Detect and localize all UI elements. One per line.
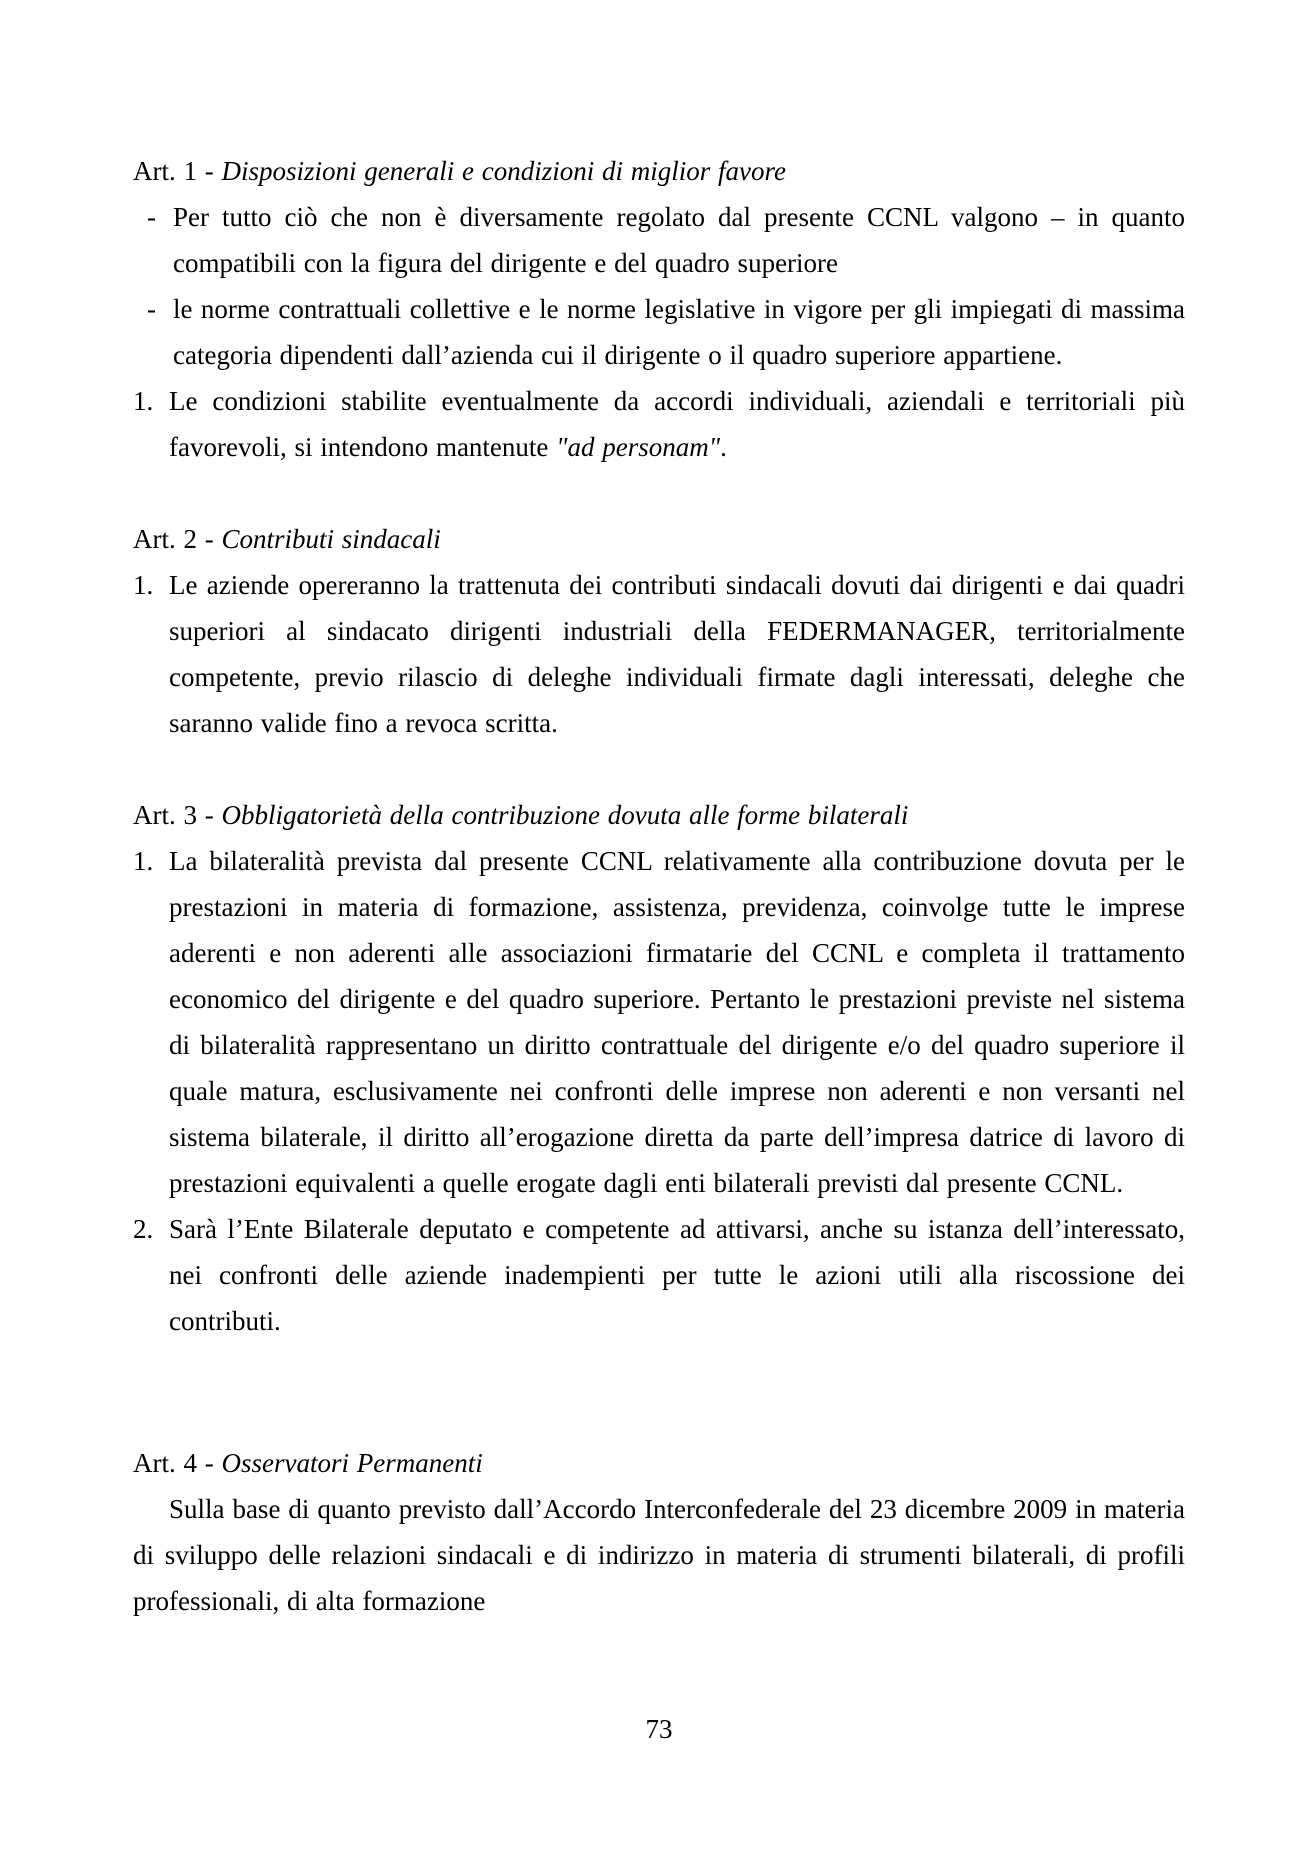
article-2-numbered-item-1 <box>133 562 1185 746</box>
article-1-label: Art. 1 - <box>133 156 222 186</box>
article-3-label: Art. 3 - <box>133 800 222 830</box>
article-2-item-1-text: Le aziende opereranno la trattenuta dei contributi sindacali dovuti dai dirigenti e dai quadri superiori al sindacato dirigenti industriali della FEDERMANAGER, territorialmente competente, previo rilascio di deleghe individuali firmate dagli interessati, deleghe che saranno valide fino a revoca scritta. <box>169 570 1185 738</box>
article-2-label: Art. 2 - <box>133 524 222 554</box>
article-1-item-1-italic: "ad personam" <box>556 432 721 462</box>
article-3-item-2-text: Sarà l’Ente Bilaterale deputato e competente ad attivarsi, anche su istanza dell’interessato, nei confronti delle aziende inadempienti per tutte le azioni utili alla riscossione dei contributi. <box>169 1214 1185 1336</box>
article-1-numbered-item-1 <box>133 378 1185 470</box>
article-4-title: Osservatori Permanenti <box>221 1448 483 1478</box>
number-marker: 2. <box>133 1214 154 1244</box>
dash-marker: - <box>147 294 156 324</box>
article-4-heading <box>133 1440 1185 1486</box>
article-1-dash-item-2-text: le norme contrattuali collettive e le norme legislative in vigore per gli impiegati di massima categoria dipendenti dall’azienda cui il dirigente o il quadro superiore appartiene. <box>173 294 1185 370</box>
article-2-heading <box>133 516 1185 562</box>
page-number: 73 <box>645 1714 673 1744</box>
article-3-heading <box>133 792 1185 838</box>
article-1-heading <box>133 148 1185 194</box>
article-3-item-1-text: La bilateralità prevista dal presente CCNL relativamente alla contribuzione dovuta per le prestazioni in materia di formazione, assistenza, previdenza, coinvolge tutte le imprese aderenti e non aderenti alle associazioni firmatarie del CCNL e completa il trattamento economico del dirigente e del quadro superiore. Pertanto le prestazioni previste nel sistema di bilateralità rappresentano un diritto contrattuale del dirigente e/o del quadro superiore il quale matura, esclusivamente nei confronti delle imprese non aderenti e non versanti nel sistema bilaterale, il diritto all’erogazione diretta da parte dell’impresa datrice di lavoro di prestazioni equivalenti a quelle erogate dagli enti bilaterali previsti dal presente CCNL. <box>169 846 1185 1198</box>
dash-marker: - <box>147 202 156 232</box>
article-1-dash-item-1 <box>133 194 1185 286</box>
number-marker: 1. <box>133 386 154 416</box>
article-1-item-1-text: Le condizioni stabilite eventualmente da accordi individuali, aziendali e territoriali più favorevoli, si intendono mantenute <box>169 386 1185 462</box>
number-marker: 1. <box>133 846 154 876</box>
article-4 <box>133 1440 1185 1624</box>
article-1-dash-item-1-text: Per tutto ciò che non è diversamente regolato dal presente CCNL valgono – in quanto compatibili con la figura del dirigente e del quadro superiore <box>173 202 1185 278</box>
article-1-item-1-period: . <box>720 432 727 462</box>
article-1 <box>133 148 1185 470</box>
article-1-title: Disposizioni generali e condizioni di miglior favore <box>221 156 786 186</box>
article-3-numbered-item-2 <box>133 1206 1185 1344</box>
article-4-paragraph: Sulla base di quanto previsto dall’Accordo Interconfederale del 23 dicembre 2009 in materia di sviluppo delle relazioni sindacali e di indirizzo in materia di strumenti bilaterali, di profili professionali, di alta formazione <box>133 1494 1185 1616</box>
article-1-dash-item-2 <box>133 286 1185 378</box>
article-3 <box>133 792 1185 1344</box>
article-3-numbered-item-1 <box>133 838 1185 1206</box>
article-2-title: Contributi sindacali <box>221 524 441 554</box>
article-2 <box>133 516 1185 746</box>
page-content <box>133 148 1185 1624</box>
article-3-title: Obbligatorietà della contribuzione dovuta alle forme bilaterali <box>221 800 909 830</box>
article-4-label: Art. 4 - <box>133 1448 222 1478</box>
number-marker: 1. <box>133 570 154 600</box>
